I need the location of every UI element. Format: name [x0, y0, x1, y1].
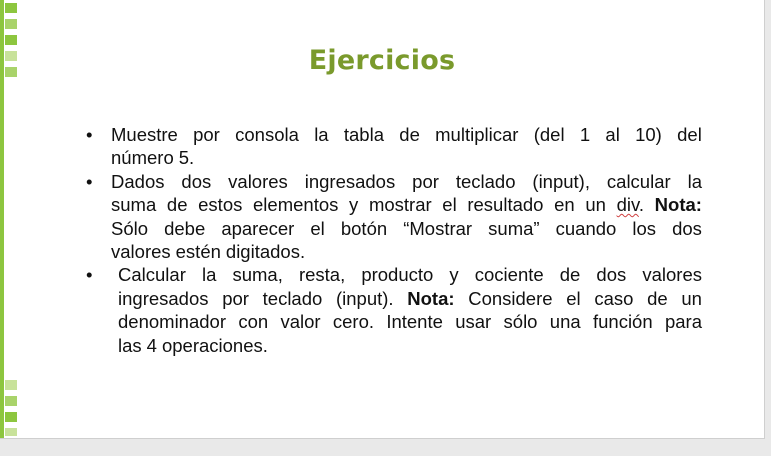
text-word: digitados.: [225, 241, 306, 263]
accent-square: [5, 380, 17, 390]
text-word: dos: [596, 264, 627, 286]
bullet-item: [86, 123, 702, 170]
text-word: suma”: [488, 217, 540, 239]
text-word: una: [549, 311, 581, 333]
text-word: valores: [642, 264, 702, 286]
text-word: de: [166, 194, 188, 216]
text-word: el: [310, 217, 325, 239]
text-word: valor: [280, 311, 321, 333]
text-word: dos: [181, 170, 212, 192]
text-word: Nota:: [407, 287, 455, 309]
bullet-text-line: [111, 146, 702, 169]
bullet-text-line: [111, 217, 702, 240]
bullet-text-line: [118, 287, 702, 310]
text-word: (del: [533, 124, 565, 145]
text-word: cuando: [555, 217, 617, 239]
bullet-text-line: [111, 193, 702, 216]
text-word: al: [605, 124, 620, 145]
text-word: Muestre: [111, 124, 178, 145]
text-word: ingresados: [118, 287, 209, 309]
text-word: consola: [235, 124, 299, 145]
text-word: la: [314, 124, 329, 145]
text-word: aparecer: [221, 217, 295, 239]
text-word: valores: [228, 170, 288, 192]
text-word: caso: [594, 287, 634, 309]
text-word: de: [559, 264, 581, 286]
text-word: Nota:: [654, 194, 702, 216]
text-word: (input).: [335, 287, 394, 309]
bullet-text-line: [111, 240, 702, 263]
text-word: función: [592, 311, 653, 333]
text-word: estén: [175, 241, 221, 263]
text-word: el: [566, 287, 581, 309]
text-word: botón: [340, 217, 388, 239]
text-word: 1: [579, 124, 591, 145]
text-word: teclado: [455, 170, 516, 192]
text-word: por: [222, 287, 249, 309]
text-word: de: [647, 287, 668, 309]
text-word: el: [442, 194, 457, 216]
slide-title: Ejercicios: [308, 45, 456, 76]
bullet-text-line: [111, 170, 702, 193]
bullet-marker: •: [86, 170, 93, 192]
text-word: número: [111, 147, 174, 169]
accent-square: [5, 428, 17, 436]
text-word: un: [681, 287, 702, 309]
text-word: por: [412, 170, 439, 192]
text-word: “Mostrar: [403, 217, 473, 239]
bullet-text-line: [118, 263, 702, 286]
bullet-item: [86, 263, 702, 357]
text-word: usar: [455, 311, 492, 333]
text-word: con: [238, 311, 269, 333]
accent-square: [5, 19, 17, 29]
text-word: (input),: [532, 170, 590, 192]
text-word: Intente: [386, 311, 443, 333]
accent-square: [5, 3, 17, 13]
accent-square: [5, 412, 17, 422]
text-word: Considere: [468, 287, 553, 309]
text-word: 5.: [178, 147, 195, 169]
bullet-text-line: [118, 334, 702, 357]
text-word: Calcular: [118, 264, 186, 286]
text-word: para: [664, 311, 702, 333]
text-word: elementos: [253, 194, 339, 216]
bullet-item: [86, 170, 702, 264]
text-word: dos: [672, 217, 702, 239]
text-word: de: [399, 124, 420, 145]
text-word: cero.: [332, 311, 375, 333]
accent-square: [5, 396, 17, 406]
text-word: resultado: [467, 194, 544, 216]
text-word: 10): [635, 124, 662, 145]
text-word: teclado: [262, 287, 323, 309]
text-word: los: [632, 217, 657, 239]
bullet-marker: •: [86, 124, 93, 145]
text-word: operaciones.: [161, 334, 268, 356]
bullet-marker: •: [86, 264, 93, 286]
text-word: 4: [146, 334, 157, 356]
accent-square: [5, 35, 17, 45]
text-word: debe: [164, 217, 206, 239]
text-word: Dados: [111, 170, 165, 192]
text-word: la: [687, 170, 702, 192]
text-word-div: div.: [616, 194, 645, 216]
text-word: Sólo: [111, 217, 149, 239]
text-word: por: [193, 124, 220, 145]
text-word: tabla: [343, 124, 384, 145]
text-word: calcular: [606, 170, 671, 192]
text-word: ingresados: [304, 170, 396, 192]
spellcheck-word: div: [616, 194, 639, 216]
text-word: un: [585, 194, 606, 216]
text-word: las: [118, 334, 142, 356]
text-word: en: [554, 194, 575, 216]
bullet-list: [86, 123, 702, 357]
text-word: valores: [111, 241, 171, 263]
text-word: producto: [361, 264, 434, 286]
text-word: la: [201, 264, 217, 286]
bullet-text-line: [111, 123, 702, 146]
text-word: mostrar: [368, 194, 432, 216]
text-word: suma,: [232, 264, 283, 286]
text-word: y: [449, 264, 459, 286]
text-word: suma: [111, 194, 157, 216]
text-word: cociente: [474, 264, 544, 286]
text-word: estos: [198, 194, 243, 216]
text-word: del: [677, 124, 702, 145]
text-word: resta,: [298, 264, 346, 286]
text-word: multiplicar: [435, 124, 519, 145]
text-word: denominador: [118, 311, 226, 333]
text-word: sólo: [503, 311, 538, 333]
bullet-text-line: [118, 310, 702, 333]
text-word: y: [349, 194, 359, 216]
